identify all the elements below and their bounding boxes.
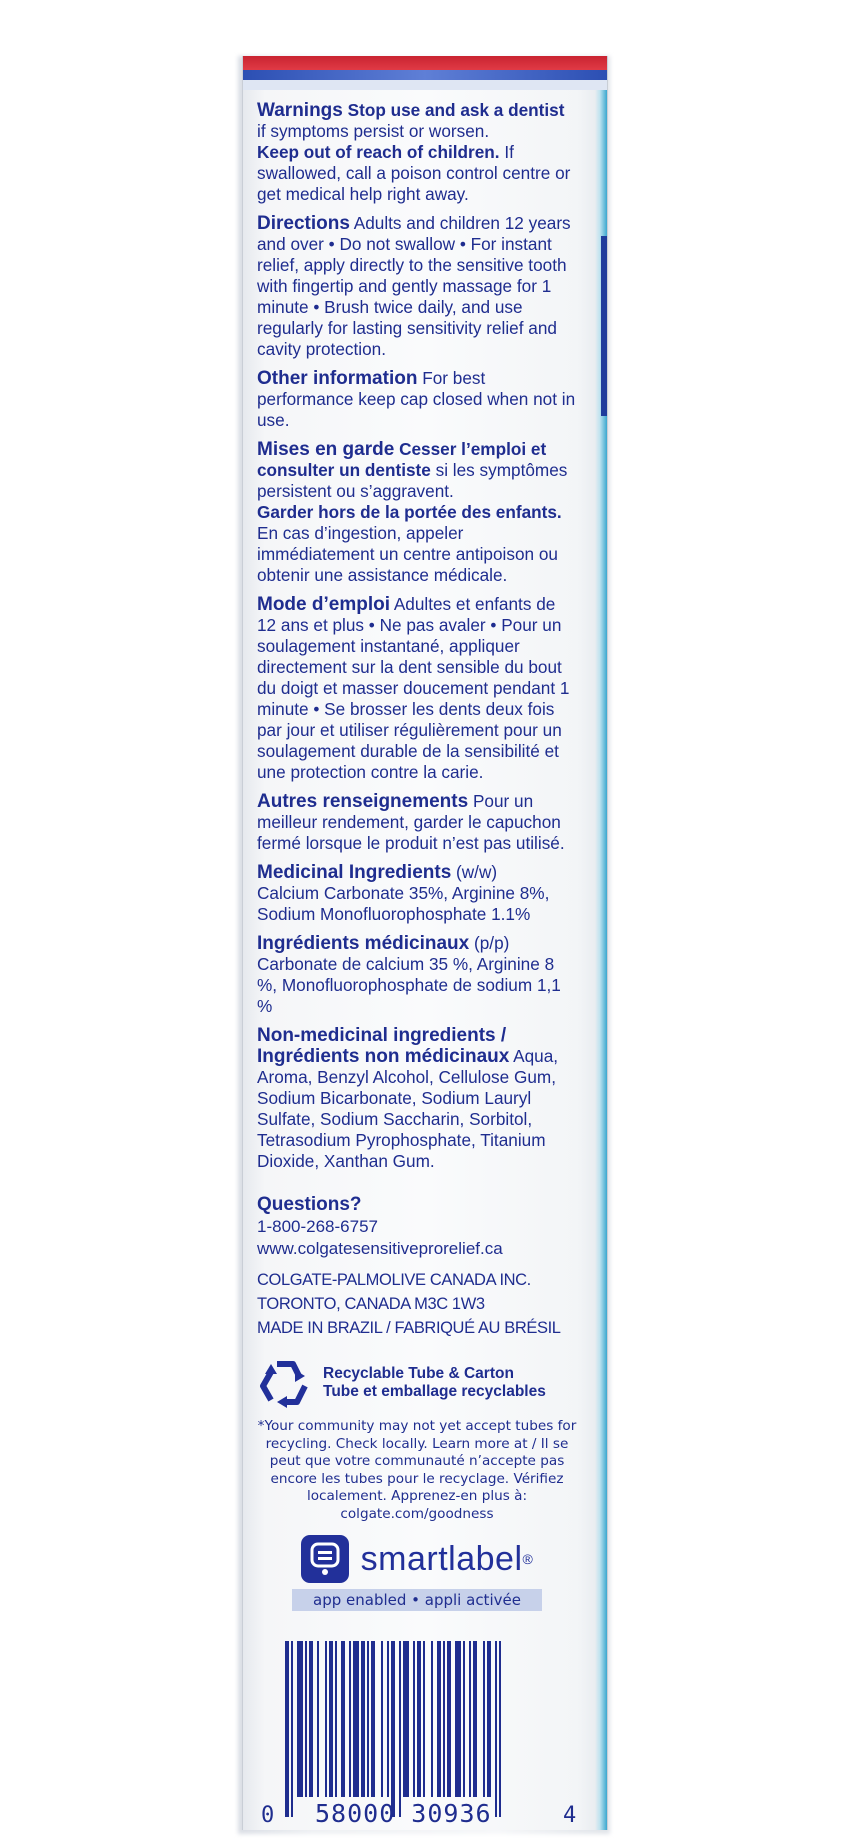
other-info-heading: Other information	[257, 368, 418, 389]
barcode-bar	[329, 1641, 333, 1797]
barcode-bar	[443, 1641, 445, 1797]
medicinaux-heading: Ingrédients médicinaux	[257, 933, 470, 954]
barcode-bar	[483, 1641, 485, 1797]
warnings-lead: Stop use and ask a dentist	[347, 100, 565, 120]
phone-number: 1-800-268-6757	[257, 1217, 378, 1236]
barcode-bar	[417, 1641, 421, 1797]
top-light-strip	[243, 80, 607, 90]
barcode-bar	[431, 1641, 433, 1797]
other-info-text: For best performance keep cap closed when not in use.	[257, 368, 576, 430]
barcode-bar	[309, 1641, 313, 1797]
directions-text: Adults and children 12 years and over • Do not swallow • For instant relief, apply directly to the sensitive tooth with fingertip and gently massage for 1 minute • Brush twice daily, and use regularly for lasting sensitivity relief and cavity protection.	[257, 213, 571, 359]
mises-en-garde-heading: Mises en garde	[257, 439, 395, 460]
barcode-right-digit: 4	[563, 1803, 577, 1828]
mode-emploi-heading: Mode d’emploi	[257, 594, 390, 615]
autres-heading: Autres renseignements	[257, 791, 469, 812]
barcode-bar	[297, 1641, 303, 1797]
barcode-bar	[291, 1641, 293, 1817]
barcode-bar	[391, 1641, 395, 1817]
product-carton-side-panel	[242, 56, 608, 1830]
barcode-bar	[473, 1641, 477, 1797]
keep-out-rest: If swallowed, call a poison control centre or get medical help right away.	[257, 142, 571, 204]
barcode-bar	[317, 1641, 319, 1797]
barcode-bar	[305, 1641, 307, 1797]
smartlabel-word: smartlabel	[360, 1539, 523, 1578]
barcode-bar	[495, 1641, 497, 1817]
right-edge-dark-accent	[601, 236, 607, 416]
questions-heading: Questions?	[257, 1194, 362, 1215]
non-medicinal-text: Aqua, Aroma, Benzyl Alcohol, Cellulose Gum, Sodium Bicarbonate, Sodium Lauryl Sulfate, Sodium Saccharin, Sorbitol, Tetrasodium Pyrophosphate, Titanium Dioxide, Xanthan Gum.	[257, 1046, 559, 1171]
barcode-bar	[437, 1641, 441, 1797]
garder-hors-rest: En cas d’ingestion, appeler immédiatement un centre antipoison ou obtenir une assistance médicale.	[257, 523, 558, 585]
barcode-bar	[463, 1641, 465, 1797]
keep-out-of-reach: Keep out of reach of children.	[257, 142, 500, 162]
medicinal-text: Calcium Carbonate 35%, Arginine 8%, Sodium Monofluorophosphate 1.1%	[257, 883, 550, 924]
medicinal-unit: (w/w)	[456, 862, 498, 882]
barcode-bar	[447, 1641, 451, 1797]
warnings-rest: if symptoms persist or worsen.	[257, 121, 490, 141]
company-line-2: TORONTO, CANADA M3C 1W3	[257, 1295, 485, 1313]
barcode	[257, 1641, 577, 1830]
barcode-bar	[455, 1641, 461, 1797]
medicinaux-text: Carbonate de calcium 35 %, Arginine 8 %, Monofluorophosphate de sodium 1,1 %	[257, 954, 561, 1016]
other-info-section	[257, 368, 577, 431]
medicinal-section	[257, 862, 577, 925]
medicinaux-section	[257, 933, 577, 1017]
mode-emploi-text: Adultes et enfants de 12 ans et plus • Ne pas avaler • Pour un soulagement instantané, appliquer directement sur la dent sensible du bout du doigt et masser doucement pendant 1 minute • Se brosser les dents deux fois par jour et utiliser régulièrement pour un soulagement durable de la sensibilité et une protection contre la carie.	[257, 594, 570, 782]
barcode-bar	[325, 1641, 327, 1797]
barcode-bar	[353, 1641, 359, 1797]
barcode-bar	[423, 1641, 425, 1797]
recycle-text	[323, 1365, 546, 1401]
autres-text: Pour un meilleur rendement, garder le capuchon fermé lorsque le produit n’est pas utilisé.	[257, 791, 565, 853]
barcode-bar	[367, 1641, 369, 1797]
smartlabel-row	[257, 1535, 577, 1583]
autres-section	[257, 791, 577, 854]
barcode-bar	[381, 1641, 383, 1797]
recycle-line-2: Tube et emballage recyclables	[323, 1383, 546, 1400]
non-medicinal-heading: Non-medicinal ingredients / Ingrédients non médicinaux	[257, 1025, 510, 1067]
barcode-bar	[413, 1641, 415, 1797]
directions-heading: Directions	[257, 213, 350, 234]
mises-en-garde-rest: si les symptômes persistent ou s’aggravent.	[257, 460, 568, 501]
barcode-bars	[285, 1641, 555, 1817]
company-line-1: COLGATE-PALMOLIVE CANADA INC.	[257, 1271, 531, 1289]
barcode-left-digit: 0	[261, 1803, 275, 1828]
recycle-note: *Your community may not yet accept tubes for recycling. Check locally. Learn more at / Il se peut que votre communauté n’accepte pas encore les tubes pour le recyclage. Vérifiez localement. Apprenez-en plus à: colgate.com/goodness	[257, 1418, 577, 1522]
barcode-bar	[341, 1641, 345, 1797]
app-enabled-tagline: app enabled • appli activée	[292, 1589, 542, 1611]
barcode-main-digits: 58000 30936	[315, 1799, 492, 1828]
registered-mark: ®	[522, 1550, 534, 1567]
smartlabel-wordmark	[360, 1539, 534, 1578]
mises-en-garde-lead: Cesser l’emploi et consulter un dentiste	[257, 439, 547, 480]
barcode-bar	[399, 1641, 401, 1817]
mises-en-garde-section	[257, 439, 577, 586]
garder-hors-portee: Garder hors de la portée des enfants.	[257, 502, 562, 522]
barcode-bar	[285, 1641, 289, 1817]
recycle-line-1: Recyclable Tube & Carton	[323, 1365, 514, 1382]
barcode-bar	[499, 1641, 501, 1817]
mode-emploi-section	[257, 594, 577, 783]
label-text-panel	[257, 100, 577, 1830]
top-blue-band	[243, 70, 607, 80]
recycle-icon	[257, 1356, 313, 1410]
website-url: www.colgatesensitiveprorelief.ca	[257, 1239, 503, 1258]
barcode-bar	[469, 1641, 471, 1797]
barcode-bar	[371, 1641, 375, 1797]
contact-block	[257, 1194, 577, 1260]
company-block	[257, 1268, 577, 1340]
barcode-bar	[335, 1641, 337, 1797]
barcode-bar	[361, 1641, 365, 1797]
recycle-row	[257, 1356, 577, 1410]
directions-section	[257, 213, 577, 360]
top-red-band	[243, 56, 607, 70]
barcode-bar	[349, 1641, 351, 1797]
warnings-heading: Warnings	[257, 100, 343, 121]
medicinaux-unit: (p/p)	[474, 933, 510, 953]
smartlabel-icon	[301, 1535, 349, 1583]
non-medicinal-section	[257, 1025, 577, 1172]
spacer	[257, 1180, 577, 1194]
company-line-3: MADE IN BRAZIL / FABRIQUÉ AU BRÉSIL	[257, 1319, 561, 1337]
barcode-bar	[487, 1641, 491, 1797]
medicinal-heading: Medicinal Ingredients	[257, 862, 452, 883]
barcode-bar	[387, 1641, 389, 1797]
warnings-section	[257, 100, 577, 205]
barcode-bar	[403, 1641, 409, 1797]
